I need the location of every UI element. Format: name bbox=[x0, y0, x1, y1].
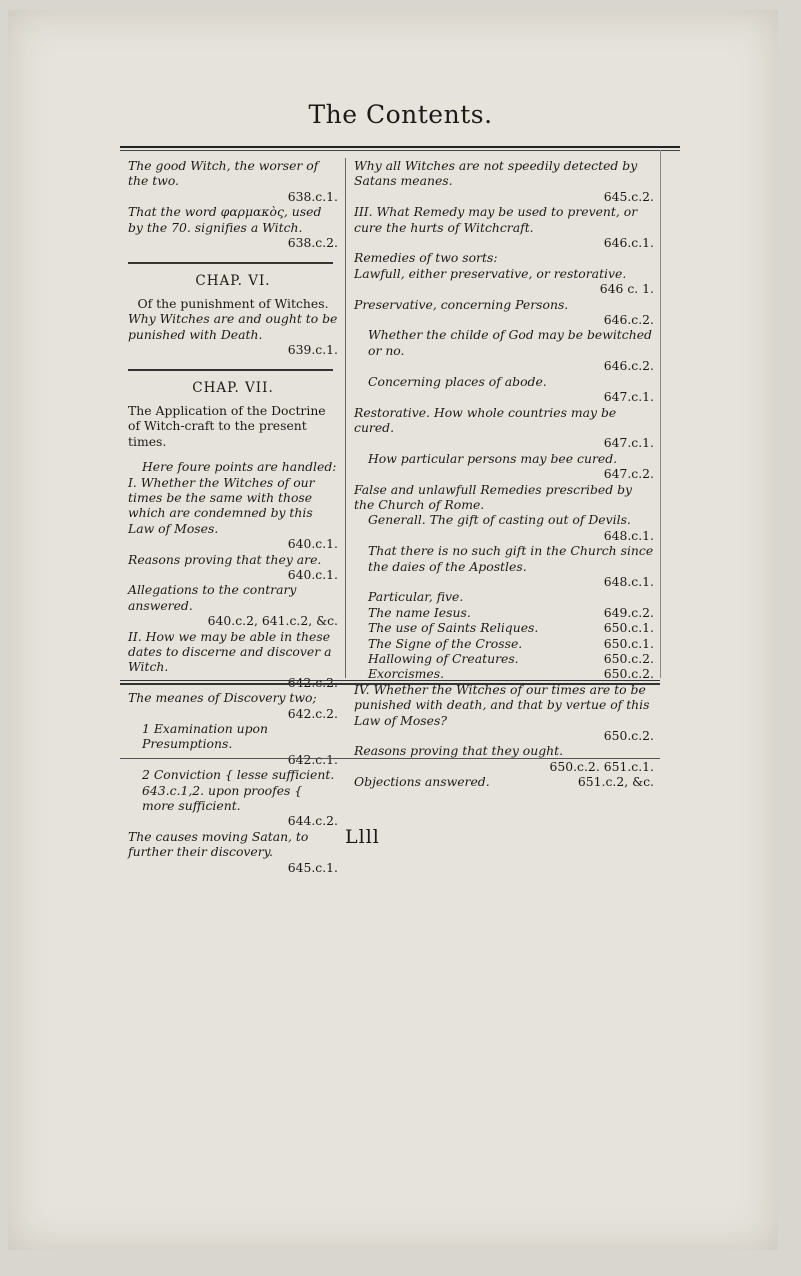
entry-places: Concerning places of abode. bbox=[368, 373, 547, 389]
entry-crosse: The Signe of the Crosse. bbox=[368, 635, 523, 651]
page-ref: 648.c.1. bbox=[603, 573, 654, 589]
entry-examination: 1 Examination upon Presumptions. bbox=[142, 721, 268, 752]
entry-objections: Objections answered. bbox=[354, 774, 490, 790]
page-ref: 644.c.2. bbox=[287, 813, 338, 829]
entry-punished-death: Why Witches are and ought to be punished with Death. bbox=[128, 311, 338, 342]
page-ref: 646.c.2. bbox=[603, 358, 654, 374]
page-ref: 645.c.2. bbox=[603, 188, 654, 204]
entry-whether-same: I. Whether the Witches of our times be the same with those which are condemned by this Law of Moses. bbox=[128, 474, 315, 536]
entry-preservative: Preservative, concerning Persons. bbox=[354, 296, 569, 312]
chapter-subtitle: Of the punishment of Witches. bbox=[137, 295, 329, 311]
page-ref: 650.c.2. 651.c.1. bbox=[549, 758, 654, 774]
entry-exorcismes: Exorcismes. bbox=[368, 666, 445, 682]
entry-lawfull: Lawfull, either preservative, or restorative. bbox=[354, 265, 627, 281]
page-ref: 638.c.1. bbox=[287, 188, 338, 204]
right-border bbox=[660, 150, 661, 678]
entry-punished-by-law: IV. Whether the Witches of our times are to be punished with death, and that by vertue of this Law of Moses? bbox=[354, 681, 650, 728]
page-ref: 650.c.2. bbox=[603, 651, 654, 666]
page-ref: 646 c. 1. bbox=[599, 281, 654, 297]
entry-reasons-ought: Reasons proving that they ought. bbox=[354, 743, 564, 759]
page-ref: 642.c.1. bbox=[287, 751, 338, 767]
page-ref: 638.c.2. bbox=[287, 235, 338, 251]
footer-rule bbox=[120, 680, 660, 681]
margin-rule bbox=[120, 758, 660, 759]
section-rule bbox=[128, 262, 333, 264]
entry-good-witch: The good Witch, the worser of the two. bbox=[128, 158, 319, 189]
page-ref: 647.c.2. bbox=[603, 466, 654, 482]
entry-not-detected: Why all Witches are not speedily detected by Satans meanes. bbox=[354, 158, 638, 189]
page-ref: 650.c.2. bbox=[603, 666, 654, 682]
section-rule bbox=[128, 369, 333, 371]
entry-reasons: Reasons proving that they are. bbox=[128, 551, 322, 567]
page-ref: 650.c.2. bbox=[603, 728, 654, 744]
header-rule bbox=[120, 146, 680, 148]
left-column bbox=[128, 158, 338, 875]
entry-conviction: 2 Conviction { lesse sufficient. 643.c.1,2. upon proofes { more sufficient. bbox=[142, 767, 335, 814]
page-ref: 650.c.1. bbox=[603, 635, 654, 651]
entry-restorative: Restorative. How whole countries may be cured. bbox=[354, 404, 617, 435]
column-divider bbox=[345, 158, 346, 678]
page-ref: 647.c.1. bbox=[603, 389, 654, 405]
page-ref: 642.c.2. bbox=[287, 674, 338, 690]
footer-rule-thick bbox=[120, 683, 660, 685]
entry-hallowing: Hallowing of Creatures. bbox=[368, 651, 519, 666]
entry-false-remedies: False and unlawfull Remedies prescribed by the Church of Rome. bbox=[354, 481, 633, 512]
entry-remedies-two: Remedies of two sorts: bbox=[354, 250, 498, 266]
entry-no-such-gift: That there is no such gift in the Church since the daies of the Apostles. bbox=[368, 543, 654, 574]
entry-name-iesus: The name Iesus. bbox=[368, 604, 471, 620]
page-ref: 646.c.2. bbox=[603, 312, 654, 328]
signature-mark: Llll bbox=[345, 826, 380, 848]
entry-generall: Generall. The gift of casting out of Devils. bbox=[368, 512, 631, 528]
page-ref: 639.c.1. bbox=[287, 342, 338, 358]
chapter-heading: CHAP. VI. bbox=[195, 273, 271, 290]
entry-causes-satan: The causes moving Satan, to further their discovery. bbox=[128, 828, 309, 860]
page-ref: 651.c.2, &c. bbox=[577, 774, 654, 790]
page-ref: 649.c.2. bbox=[603, 604, 654, 620]
page-ref: 640.c.1. bbox=[287, 566, 338, 582]
page-ref: 642.c.2. bbox=[287, 705, 338, 721]
entry-four-points: Here foure points are handled: bbox=[142, 459, 337, 475]
entry-reliques: The use of Saints Reliques. bbox=[368, 620, 539, 636]
right-column bbox=[354, 158, 654, 790]
entry-remedy: III. What Remedy may be used to prevent, or cure the hurts of Witchcraft. bbox=[354, 204, 638, 235]
chapter-heading: CHAP. VII. bbox=[192, 380, 274, 397]
page-title: The Contents. bbox=[308, 100, 493, 129]
header-rule-thin bbox=[120, 150, 680, 151]
page-ref: 648.c.1. bbox=[603, 527, 654, 543]
entry-particular-persons: How particular persons may bee cured. bbox=[368, 450, 618, 466]
page-ref: 645.c.1. bbox=[287, 859, 338, 875]
entry-meanes: The meanes of Discovery two; bbox=[128, 690, 317, 706]
page-ref: 650.c.1. bbox=[603, 620, 654, 636]
entry-word-witch: That the word φαρμακὸς, used by the 70. signifies a Witch. bbox=[128, 204, 322, 235]
page-ref: 640.c.1. bbox=[287, 536, 338, 552]
chapter-subtitle: The Application of the Doctrine of Witch-craft to the present times. bbox=[128, 402, 326, 449]
page-ref: 647.c.1. bbox=[603, 435, 654, 451]
entry-childe-of-god: Whether the childe of God may be bewitched or no. bbox=[368, 327, 652, 358]
entry-allegations: Allegations to the contrary answered. bbox=[128, 582, 297, 613]
entry-discover-witch: II. How we may be able in these dates to discerne and discover a Witch. bbox=[128, 628, 332, 675]
entry-particular: Particular, five. bbox=[368, 589, 464, 605]
page-ref: 640.c.2, 641.c.2, &c. bbox=[207, 613, 338, 629]
page-ref: 646.c.1. bbox=[603, 235, 654, 251]
